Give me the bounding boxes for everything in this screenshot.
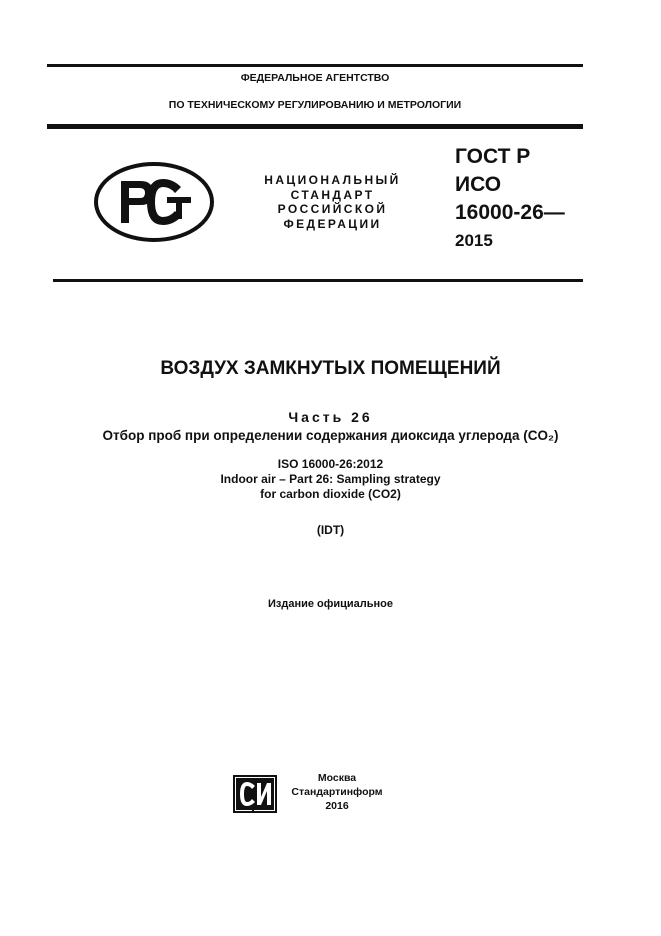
header-rule — [47, 124, 583, 129]
document-subtitle: Отбор проб при определении содержания диоксида углерода (CO₂) — [102, 428, 559, 443]
designation-line-4: 2015 — [455, 231, 493, 250]
national-line-2: СТАНДАРТ — [290, 187, 375, 202]
national-standard-label — [240, 173, 425, 231]
edition-label: Издание официальное — [267, 598, 394, 610]
publisher-city: Москва — [317, 772, 357, 784]
block-rule — [53, 279, 583, 282]
national-line-4: ФЕДЕРАЦИИ — [283, 216, 382, 231]
rst-logo-icon — [93, 161, 215, 243]
standard-designation — [455, 143, 615, 255]
top-rule — [47, 64, 583, 67]
agency-line-1: ФЕДЕРАЛЬНОЕ АГЕНТСТВО — [240, 72, 390, 84]
publisher-block — [282, 771, 392, 813]
iso-reference — [0, 457, 661, 502]
publisher-year: 2016 — [325, 800, 349, 812]
designation-line-1: ГОСТ Р — [455, 145, 531, 168]
document-title: ВОЗДУХ ЗАМКНУТЫХ ПОМЕЩЕНИЙ — [160, 358, 501, 379]
publisher-name: Стандартинформ — [291, 786, 383, 798]
designation-line-2: ИСО — [455, 173, 502, 196]
iso-title-line-1: Indoor air – Part 26: Sampling strategy — [220, 472, 441, 486]
iso-title-line-2: for carbon dioxide (CO2) — [260, 487, 401, 501]
document-part: Часть 26 — [288, 409, 373, 425]
agency-line-2: ПО ТЕХНИЧЕСКОМУ РЕГУЛИРОВАНИЮ И МЕТРОЛОГИИ — [168, 99, 462, 111]
designation-line-3: 16000-26— — [455, 201, 565, 224]
standartinform-logo-icon — [233, 775, 277, 813]
national-line-3: РОССИЙСКОЙ — [277, 202, 388, 216]
idt-label: (IDT) — [316, 523, 345, 537]
iso-number: ISO 16000-26:2012 — [277, 457, 384, 471]
national-line-1: НАЦИОНАЛЬНЫЙ — [264, 173, 401, 187]
